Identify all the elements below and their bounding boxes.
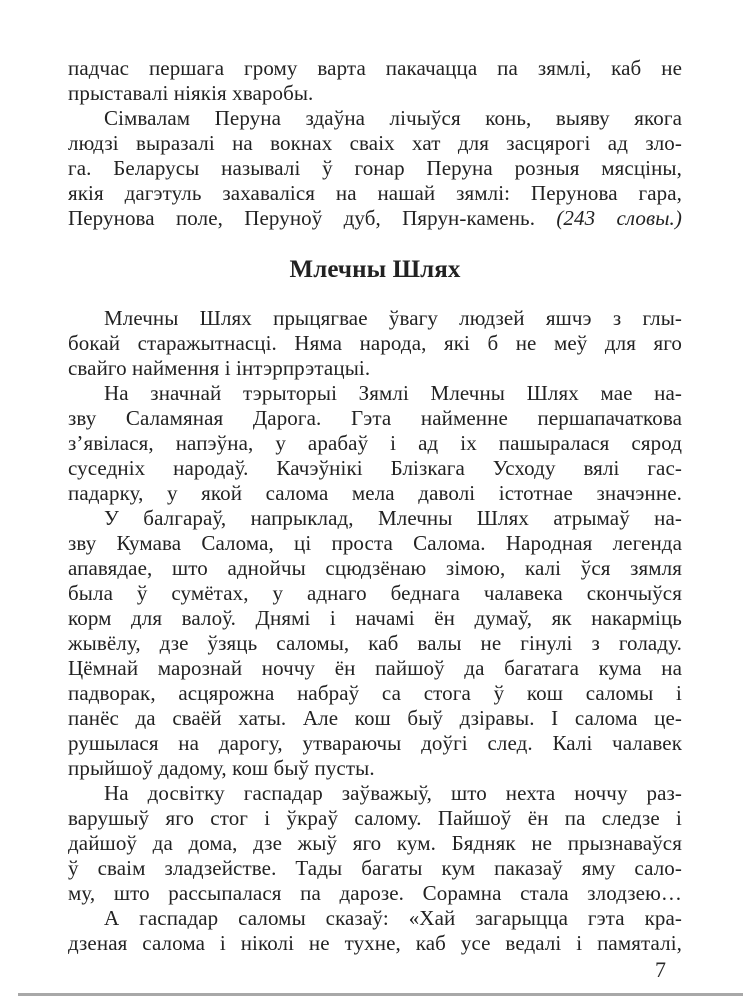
text-line: На значнай тэрыторыі Зямлі Млечны Шлях мае на- xyxy=(104,381,682,405)
text-line: падчас першага грому варта пакачацца па зямлі, каб не xyxy=(68,56,682,80)
text-run: Перунова поле, Перуноў дуб, Пярун-камень. xyxy=(68,206,557,230)
text-line: У балгараў, напрыклад, Млечны Шлях атрымаў на- xyxy=(104,506,682,530)
text-line: варушыў яго стог і ўкраў салому. Пайшоў ён па следзе і xyxy=(68,806,682,830)
text-line: Цёмнай марознай ноччу ён пайшоў да багатага кума на xyxy=(68,656,682,680)
text-line: зву Кумава Салома, ці проста Салома. Народная легенда xyxy=(68,531,682,555)
text-line: бокай старажытнасці. Няма народа, які б не меў для яго xyxy=(68,331,682,355)
text-line: Сімвалам Перуна здаўна лічыўся конь, выяву якога xyxy=(104,106,682,130)
text-line: дайшоў да дома, дзе жыў яго кум. Бядняк не прызнаваўся xyxy=(68,831,682,855)
text-line: была ў сумётах, у аднаго беднага чалавека скончыўся xyxy=(68,581,682,605)
text-line: апавядае, што аднойчы сцюдзёнаю зімою, калі ўся зямля xyxy=(68,556,682,580)
text-line: прыставалі ніякія хваробы. xyxy=(68,81,314,105)
text-body xyxy=(68,56,682,956)
text-line: жывёлу, дзе ўзяць саломы, каб валы не гінулі з голаду. xyxy=(68,631,682,655)
text-line: зву Саламяная Дарога. Гэта найменне першапачаткова xyxy=(68,406,682,430)
paragraph xyxy=(68,781,682,906)
text-line: якія дагэтуль захаваліся на нашай зямлі: Перунова гара, xyxy=(68,181,682,205)
text-line: дзеная салома і ніколі не тухне, каб усе ведалі і памяталі, xyxy=(68,931,682,955)
text-line: ў сваім зладзействе. Тады багаты кум паказаў яму сало- xyxy=(68,856,682,880)
paragraph xyxy=(68,506,682,781)
text-line: рушылася на дарогу, утвараючы доўгі след. Калі чалавек xyxy=(68,731,682,755)
text-line: А гаспадар саломы сказаў: «Хай загарыцца гэта кра- xyxy=(104,906,682,930)
paragraph xyxy=(68,381,682,506)
text-line: га. Беларусы называлі ў гонар Перуна розныя мясціны, xyxy=(68,156,682,180)
text-line: людзі выразалі на вокнах сваіх хат для засцярогі ад зло- xyxy=(68,131,682,155)
text-line: з’явілася, напэўна, у арабаў і ад іх пашыралася сярод xyxy=(68,431,682,455)
paragraph xyxy=(68,306,682,381)
word-count-note: (243 словы.) xyxy=(556,206,682,230)
paragraph xyxy=(68,906,682,956)
text-line: падворак, асцярожна набраў са стога ў кош саломы і xyxy=(68,681,682,705)
text-line: корм для валоў. Днямі і начамі ён думаў, як накарміць xyxy=(68,606,682,630)
text-line: свайго наймення і інтэрпрэтацыі. xyxy=(68,356,371,380)
paragraph xyxy=(68,106,682,231)
text-line: падарку, у якой салома мела даволі істотнае значэнне. xyxy=(68,481,682,505)
footer-rule xyxy=(18,993,743,996)
paragraph xyxy=(68,56,682,106)
text-line: му, што рассыпалася па дарозе. Сорамна стала злодзею… xyxy=(68,881,682,905)
text-line: На досвітку гаспадар заўважыў, што нехта ноччу раз- xyxy=(104,781,682,805)
text-line: суседніх народаў. Качэўнікі Блізкага Усходу вялі гас- xyxy=(68,456,682,480)
section-title: Млечны Шлях xyxy=(289,256,461,283)
text-line: Млечны Шлях прыцягвае ўвагу людзей яшчэ з глы- xyxy=(104,306,682,330)
page-number: 7 xyxy=(655,957,666,982)
text-line: прыйшоў дадому, кош быў пусты. xyxy=(68,756,375,780)
text-line xyxy=(68,206,682,231)
text-line: панёс да сваёй хаты. Але кош быў дзіравы. І салома це- xyxy=(68,706,682,730)
